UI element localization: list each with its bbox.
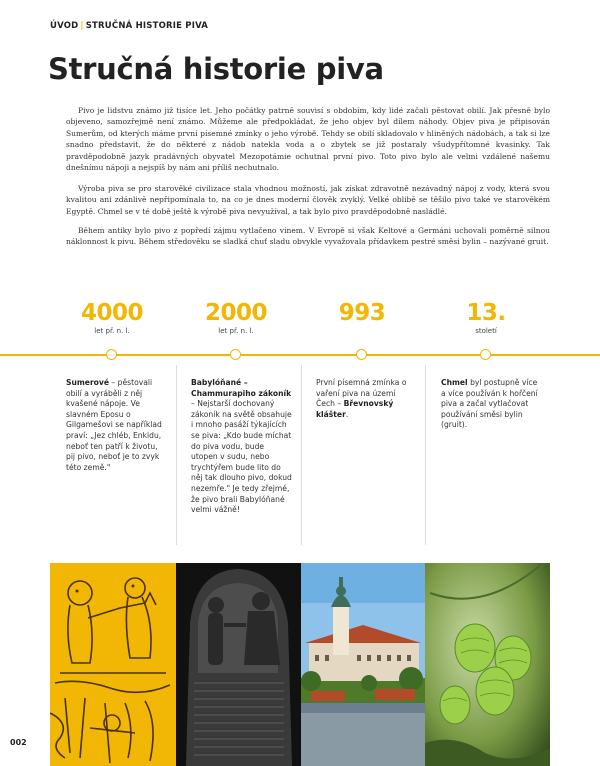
timeline-body: – pěstovali obilí a vyráběli z něj kvašené nápoje. Ve slavném Eposu o Gilgamešovi se například praví: „Jez chléb, Enkidu, neboť ten patří k životu, pij pivo, neboť je to zvyk této země."	[66, 378, 162, 472]
stat-unit: století	[475, 327, 497, 335]
timeline-body: – Nejstarší dochovaný zákoník na světě obsahuje i mnoho pasáží týkajících se piva: „Kdo bude míchat do piva vodu, bude utopen v sudu, nebo trychtýřem bude lito do něj tak dlouho pivo, dokud nezemře." Je tedy zřejmé, že pivo brali Babylóňané velmi vážně!	[191, 399, 292, 515]
stat-value: 2000	[204, 300, 267, 326]
timeline-line	[0, 354, 600, 356]
timeline-body: byl postupně více a více používán k hořčení piva a začal vytlačovat používání směsi bylin (gruit).	[441, 378, 538, 430]
timeline-bold: Břevnovský klášter	[316, 399, 394, 419]
timeline-text-babylonians	[191, 378, 293, 516]
timeline-body: .	[345, 409, 349, 419]
stat-unit: let př. n. l.	[94, 327, 130, 335]
hops-image	[425, 563, 550, 766]
paragraph-1: Pivo je lidstvu známo již tisíce let. Jeho počátky patrně souvisí s obdobím, kdy lidé začali pěstovat obilí. Jak přesně bylo objeveno, samozřejmě není známo. Můžeme ale předpokládat, že jeho objev byl dílem náhody. Objev piva je připisován Sumerům, od kterých máme první písemné zmínky o jeho výrobě. Tehdy se obilí skladovalo v hliněných nádobách, a tak si lze snadno představit, že do některé z nádob natekla voda a o zbytek se již postaraly všudypřítomné kvasinky. Tak pravděpodobně jazyk pradávných obyvatel Mezopotámie ochutnal první pivo. Toto pivo bylo ale velmi vzdálené našemu dnešnímu nápoji a nejspíš by nám ani příliš nechutnalo.	[66, 106, 550, 173]
timeline-bold: Sumerové	[66, 378, 110, 387]
stat-993	[307, 300, 417, 327]
timeline-dot	[480, 349, 491, 360]
page-number: 002	[10, 738, 27, 747]
stat-2000	[181, 300, 291, 335]
timeline-text-brevnov	[316, 378, 414, 420]
timeline-bold: Chmel	[441, 378, 468, 387]
timeline-dot	[356, 349, 367, 360]
timeline-text-sumerians	[66, 378, 166, 473]
stat-value: 993	[338, 300, 386, 326]
breadcrumb-section: ÚVOD	[50, 21, 79, 31]
brevnov-monastery-image	[301, 563, 425, 766]
breadcrumb-subsection: STRUČNÁ HISTORIE PIVA	[85, 21, 209, 31]
paragraph-2: Výroba piva se pro starověké civilizace stala vhodnou možností, jak získat zdravotně nezávadný nápoj z vody, která svou kvalitou ani zdánlivě nepřipomínala to, na co je dnes moderní člověk zvyklý. Velké oblibě se těšilo pivo také ve starověkém Egyptě. Chmel se v té době ještě k výrobě piva nevyužíval, a tak bylo pivo pravděpodobně nasládlé.	[66, 184, 550, 216]
stat-4000	[57, 300, 167, 335]
paragraph-3: Během antiky bylo pivo z popředí zájmu vytlačeno vínem. V Evropě si však Keltové a Germáni uchovali poměrně silnou náklonnost k pivu. Během středověku se sladká chuť sladu obvykle vyvažovala přídavkem pestré směsi bylin – nazývané gruit.	[66, 226, 550, 247]
stat-13-century	[431, 300, 541, 335]
stat-value: 4000	[80, 300, 143, 326]
timeline-dot	[230, 349, 241, 360]
breadcrumb	[50, 21, 208, 31]
stat-unit: let př. n. l.	[218, 327, 254, 335]
sumerian-relief-image	[50, 563, 176, 766]
timeline-pre: První písemná zmínka o vaření piva na území Čech –	[316, 378, 407, 409]
page-title: Stručná historie piva	[48, 52, 384, 86]
stat-value: 13.	[466, 300, 506, 326]
timeline-bold: Babylóňané – Chammurapiho zákoník	[191, 378, 292, 398]
timeline-dot	[106, 349, 117, 360]
column-divider	[425, 365, 426, 545]
hammurabi-stele-image	[176, 563, 301, 766]
timeline-text-hops	[441, 378, 541, 431]
column-divider	[176, 365, 177, 545]
breadcrumb-separator: |	[80, 21, 84, 31]
column-divider	[301, 365, 302, 545]
